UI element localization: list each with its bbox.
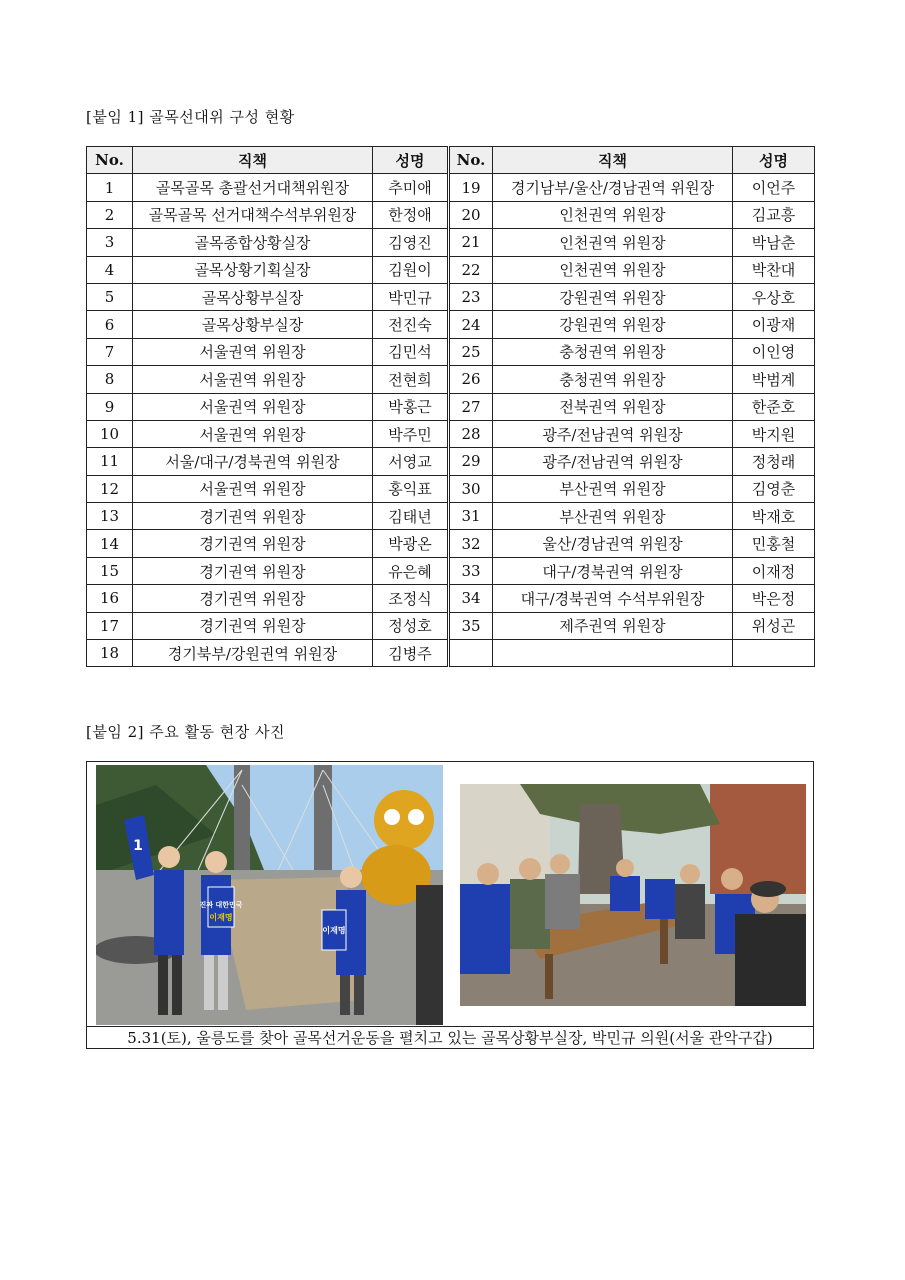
cell-no: 35 [449,612,493,639]
campaign-photo-meeting-residents [460,784,806,1006]
cell-name: 박은정 [733,585,815,612]
cell-position: 골목상황부실장 [133,283,373,310]
sign-text-1: 이재명 [209,913,233,922]
cell-no: 21 [449,229,493,256]
cell-position: 경기권역 위원장 [133,585,373,612]
cell-no: 28 [449,420,493,447]
cell-position: 경기남부/울산/경남권역 위원장 [493,174,733,201]
cell-no: 8 [87,366,133,393]
cell-name [733,640,815,667]
table-row [87,366,815,393]
cell-no: 29 [449,448,493,475]
header-no: No. [449,147,493,174]
cell-name: 정청래 [733,448,815,475]
cell-name: 박찬대 [733,256,815,283]
cell-name: 우상호 [733,283,815,310]
cell-no [449,640,493,667]
table-row [87,283,815,310]
cell-name: 전진숙 [373,311,449,338]
cell-name: 박범계 [733,366,815,393]
cell-position: 강원권역 위원장 [493,311,733,338]
table-row [87,311,815,338]
cell-name: 유은혜 [373,557,449,584]
table-row [87,640,815,667]
cell-name: 박남춘 [733,229,815,256]
attachment1-title: [붙임 1] 골목선대위 구성 현황 [86,108,295,126]
cell-position: 제주권역 위원장 [493,612,733,639]
cell-name: 서영교 [373,448,449,475]
cell-name: 이인영 [733,338,815,365]
cell-no: 14 [87,530,133,557]
cell-no: 32 [449,530,493,557]
cell-no: 3 [87,229,133,256]
cell-name: 민홍철 [733,530,815,557]
cell-name: 김병주 [373,640,449,667]
cell-no: 25 [449,338,493,365]
cell-name: 박민규 [373,283,449,310]
cell-name: 한정애 [373,201,449,228]
cell-position [493,640,733,667]
cell-position: 경기권역 위원장 [133,530,373,557]
cell-position: 서울권역 위원장 [133,366,373,393]
cell-no: 33 [449,557,493,584]
cell-position: 인천권역 위원장 [493,201,733,228]
cell-name: 위성곤 [733,612,815,639]
cell-name: 박재호 [733,503,815,530]
cell-no: 7 [87,338,133,365]
cell-position: 서울권역 위원장 [133,393,373,420]
cell-no: 19 [449,174,493,201]
header-position: 직책 [493,147,733,174]
sign-text-2: 이재명 [322,926,346,935]
cell-position: 대구/경북권역 수석부위원장 [493,585,733,612]
cell-no: 10 [87,420,133,447]
cell-name: 김민석 [373,338,449,365]
cell-no: 1 [87,174,133,201]
cell-no: 13 [87,503,133,530]
cell-position: 광주/전남권역 위원장 [493,448,733,475]
cell-no: 23 [449,283,493,310]
cell-position: 광주/전남권역 위원장 [493,420,733,447]
cell-position: 부산권역 위원장 [493,503,733,530]
cell-position: 충청권역 위원장 [493,366,733,393]
cell-position: 골목골목 총괄선거대책위원장 [133,174,373,201]
campaign-photo-ulleungdo-bridge [96,765,443,1025]
cell-no: 20 [449,201,493,228]
cell-position: 골목상황기획실장 [133,256,373,283]
cell-name: 전현희 [373,366,449,393]
cell-position: 골목골목 선거대책수석부위원장 [133,201,373,228]
cell-name: 박지원 [733,420,815,447]
cell-no: 2 [87,201,133,228]
photo-meeting-image [460,784,806,1006]
committee-table [86,146,815,667]
table-header-row [87,147,815,174]
table-row [87,612,815,639]
committee-table-body [87,174,815,667]
table-row [87,585,815,612]
cell-name: 김영춘 [733,475,815,502]
cell-no: 26 [449,366,493,393]
header-position: 직책 [133,147,373,174]
cell-no: 34 [449,585,493,612]
cell-position: 충청권역 위원장 [493,338,733,365]
table-row [87,557,815,584]
cell-no: 30 [449,475,493,502]
cell-name: 김태년 [373,503,449,530]
cell-position: 경기권역 위원장 [133,503,373,530]
attachment2-title: [붙임 2] 주요 활동 현장 사진 [86,723,285,741]
cell-position: 울산/경남권역 위원장 [493,530,733,557]
cell-position: 전북권역 위원장 [493,393,733,420]
cell-name: 한준호 [733,393,815,420]
cell-name: 이언주 [733,174,815,201]
cell-no: 5 [87,283,133,310]
cell-name: 정성호 [373,612,449,639]
table-row [87,174,815,201]
table-row [87,475,815,502]
header-name: 성명 [373,147,449,174]
cell-name: 이재정 [733,557,815,584]
cell-position: 강원권역 위원장 [493,283,733,310]
cell-no: 18 [87,640,133,667]
header-no: No. [87,147,133,174]
cell-no: 24 [449,311,493,338]
table-row [87,256,815,283]
photo-bridge-image [96,765,443,1025]
table-row [87,448,815,475]
cell-position: 골목종합상황실장 [133,229,373,256]
photo-caption: 5.31(토), 울릉도를 찾아 골목선거운동을 펼치고 있는 골목상황부실장, 박민규 의원(서울 관악구갑) [87,1026,813,1049]
table-row [87,338,815,365]
cell-no: 31 [449,503,493,530]
cell-position: 경기권역 위원장 [133,557,373,584]
cell-name: 김원이 [373,256,449,283]
cell-position: 서울권역 위원장 [133,475,373,502]
cell-no: 6 [87,311,133,338]
cell-name: 박광온 [373,530,449,557]
cell-position: 대구/경북권역 위원장 [493,557,733,584]
cell-no: 27 [449,393,493,420]
cell-no: 4 [87,256,133,283]
cell-position: 경기권역 위원장 [133,612,373,639]
cell-no: 11 [87,448,133,475]
cell-name: 이광재 [733,311,815,338]
header-name: 성명 [733,147,815,174]
table-row [87,229,815,256]
cell-no: 9 [87,393,133,420]
cell-position: 부산권역 위원장 [493,475,733,502]
cell-position: 서울/대구/경북권역 위원장 [133,448,373,475]
cell-no: 12 [87,475,133,502]
cell-position: 서울권역 위원장 [133,420,373,447]
table-row [87,420,815,447]
cell-position: 골목상황부실장 [133,311,373,338]
table-row [87,393,815,420]
cell-no: 22 [449,256,493,283]
cell-name: 조정식 [373,585,449,612]
cell-name: 추미애 [373,174,449,201]
table-row [87,503,815,530]
cell-name: 박홍근 [373,393,449,420]
cell-name: 박주민 [373,420,449,447]
cell-position: 인천권역 위원장 [493,256,733,283]
cell-no: 15 [87,557,133,584]
sign-small-text: 진짜 대한민국 [199,901,243,909]
cell-position: 경기북부/강원권역 위원장 [133,640,373,667]
cell-position: 인천권역 위원장 [493,229,733,256]
table-row [87,530,815,557]
table-row [87,201,815,228]
cell-no: 17 [87,612,133,639]
cell-name: 홍익표 [373,475,449,502]
photo-frame [86,761,814,1049]
cell-position: 서울권역 위원장 [133,338,373,365]
sign-number: 1 [133,838,143,854]
cell-name: 김영진 [373,229,449,256]
cell-name: 김교흥 [733,201,815,228]
cell-no: 16 [87,585,133,612]
